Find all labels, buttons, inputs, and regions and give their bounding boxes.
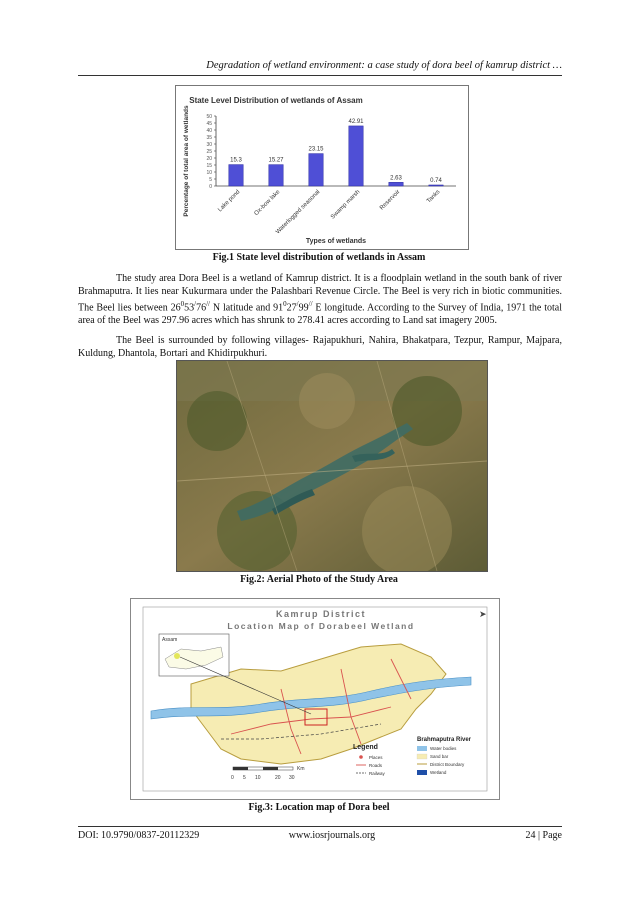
x-axis-label: Types of wetlands <box>305 238 367 245</box>
footer-doi: DOI: 10.9790/0837-20112329 <box>78 830 200 841</box>
footer-rule <box>78 826 562 827</box>
bar <box>269 165 283 186</box>
map-title-line2: Location Map of Dorabeel Wetland <box>227 621 415 631</box>
aerial-photo <box>176 360 488 572</box>
y-tick-label: 35 <box>206 135 212 141</box>
y-tick-label: 50 <box>206 114 212 120</box>
footer-page: 24 | Page <box>525 830 562 841</box>
figure-3-caption: Fig.3: Location map of Dora beel <box>248 802 390 813</box>
bar-value-label: 15.3 <box>230 157 242 164</box>
footer-site[interactable]: www.iosrjournals.org <box>288 830 376 841</box>
scale-label: 10 <box>255 775 261 781</box>
x-tick-label: Tanks <box>426 189 442 205</box>
figure-2-caption: Fig.2: Aerial Photo of the Study Area <box>240 574 398 585</box>
superscript: // <box>206 300 210 308</box>
north-arrow-icon: ➤ <box>479 609 487 619</box>
para1-text: 99 <box>298 302 309 314</box>
legend-item: Roads <box>369 763 383 768</box>
legend-item: Water bodies <box>430 746 457 751</box>
bar-value-label: 15.27 <box>268 157 284 164</box>
bar <box>349 126 363 186</box>
location-map <box>130 598 500 800</box>
scale-label: 0 <box>231 775 234 781</box>
bar-value-label: 0.74 <box>430 177 442 184</box>
bar-value-label: 23.15 <box>308 146 324 153</box>
legend-item: Wetland <box>430 770 447 775</box>
x-tick-label: Waterlogged seasonal <box>275 189 322 236</box>
bar <box>429 185 443 186</box>
legend-item: Sand bar <box>430 754 449 759</box>
scale-label: 5 <box>243 775 246 781</box>
y-tick-label: 30 <box>206 142 212 148</box>
y-tick-label: 15 <box>206 163 212 169</box>
bar-chart <box>176 86 468 249</box>
x-tick-label: Ox-bow lake <box>253 189 282 218</box>
header-rule <box>78 75 562 76</box>
x-tick-label: Swamp marsh <box>330 189 362 221</box>
superscript: 0 <box>180 300 185 308</box>
y-tick-label: 5 <box>209 177 212 183</box>
superscript: 0 <box>283 300 287 308</box>
para1-text: 76 <box>196 302 207 314</box>
scale-label: 20 <box>275 775 281 781</box>
para1-text: E longitude. According to the Survey of India, 1971 the total area of the Beel was 297.96 acres which has shrunk to 278.41 acres according to Land sat imagery 2005. <box>78 302 562 327</box>
y-axis-label: Percentage of total area of wetlands <box>183 105 190 217</box>
bar <box>309 154 323 186</box>
y-tick-label: 10 <box>206 170 212 176</box>
para1-text: 27 <box>286 302 297 314</box>
x-tick-label: Reservoir <box>379 189 402 212</box>
legend-river-title: Brahmaputra River <box>417 737 472 743</box>
y-tick-label: 20 <box>206 156 212 162</box>
x-tick-label: Lake pond <box>217 189 242 214</box>
para1-text: 53 <box>184 302 195 314</box>
superscript: / <box>194 300 197 308</box>
superscript: // <box>308 300 313 308</box>
scale-label: 30 <box>289 775 295 781</box>
chart-title: State Level Distribution of wetlands of Assam <box>189 96 363 105</box>
para1-text: N latitude and 91 <box>209 302 284 314</box>
bar-value-label: 2.63 <box>390 175 402 182</box>
legend-title: Legend <box>353 744 378 751</box>
bar <box>229 165 243 186</box>
superscript: / <box>296 300 299 308</box>
inset-label: Assam <box>162 637 178 643</box>
aerial-photo-graphic <box>177 361 487 571</box>
paragraph-2 <box>78 334 562 360</box>
running-head: Degradation of wetland environment: a case study of dora beel of kamrup district … <box>206 60 562 71</box>
legend-item: Railway <box>369 771 385 776</box>
location-map-graphic <box>131 599 499 799</box>
para2-text: The Beel is surrounded by following villages- Rajapukhuri, Nahira, Bhakatpara, Tezpur, Rampur, Majpara, Kuldung, Dhantola, Bortari and Khidirpukhuri. <box>78 335 562 359</box>
paragraph-1 <box>78 272 562 327</box>
y-tick-label: 0 <box>209 184 212 190</box>
para1-text: The study area Dora Beel is a wetland of Kamrup district. It is a floodplain wetland in the south bank of river Brahmaputra. It lies near Kukurmara under the Palashbari Revenue Circle. The Beel is very rich in biotic communities. The Beel lies between 26 <box>78 273 562 314</box>
bar-value-label: 42.91 <box>348 118 364 125</box>
legend-item: Places <box>369 755 383 760</box>
map-title-line1: Kamrup District <box>275 609 367 619</box>
y-tick-label: 25 <box>206 149 212 155</box>
y-tick-label: 40 <box>206 128 212 134</box>
bar <box>389 182 403 186</box>
figure-1-chart <box>175 85 469 250</box>
y-tick-label: 45 <box>206 121 212 127</box>
figure-1-caption: Fig.1 State level distribution of wetlands in Assam <box>212 252 426 263</box>
legend-item: District Boundary <box>430 762 465 767</box>
scale-unit: Km <box>297 766 305 772</box>
